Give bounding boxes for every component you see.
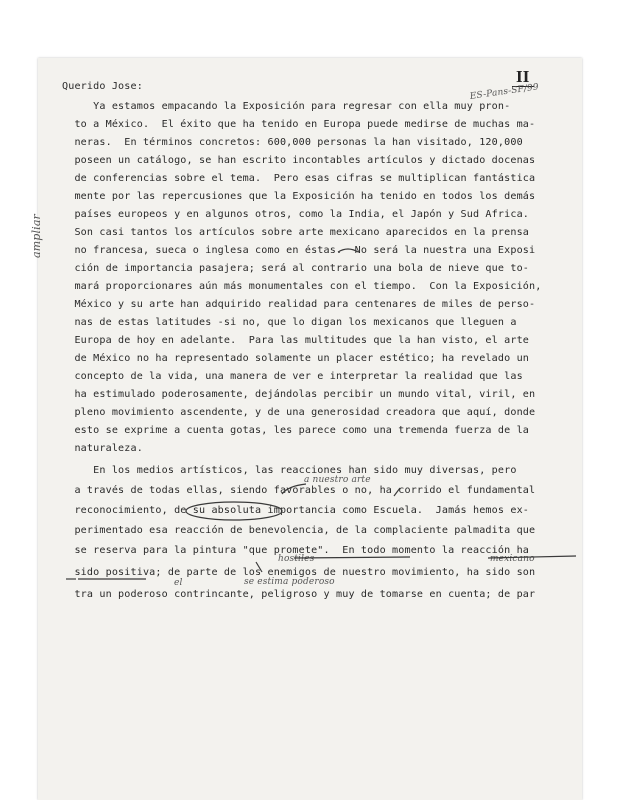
letter-line: poseen un catálogo, se han escrito incontables artículos y dictado docenas — [62, 155, 536, 166]
letter-line: esto se exprime a cuenta gotas, les parece como una tremenda fuerza de la — [62, 425, 530, 436]
letter-line: naturaleza. — [62, 443, 143, 454]
handwritten-insertion: a nuestro arte — [304, 475, 371, 485]
letter-line: pleno movimiento ascendente, y de una generosidad creadora que aquí, donde — [62, 407, 536, 418]
letter-line: no francesa, sueca o inglesa como en éstas. No será la nuestra una Exposi — [62, 245, 536, 256]
letter-line: a través de todas ellas, siendo favorables o no, ha corrido el fundamental — [62, 485, 536, 496]
letter-line: de conferencias sobre el tema. Pero esas cifras se multiplican fantástica — [62, 173, 536, 184]
letter-line: perimentado esa reacción de benevolencia, de la complaciente palmadita que — [62, 525, 536, 536]
typewritten-letter-page — [30, 58, 582, 800]
letter-line: Ya estamos empacando la Exposición para regresar con ella muy pron- — [62, 101, 511, 112]
handwritten-insertion: hostiles — [278, 554, 315, 564]
letter-line: México y su arte han adquirido realidad para centenares de miles de perso- — [62, 299, 536, 310]
handwritten-insertion: el — [174, 578, 183, 588]
letter-line: países europeos y en algunos otros, como la India, el Japón y Sud Africa. — [62, 209, 530, 220]
letter-line: mará proporcionares aún más monumentales con el tiempo. Con la Exposición, — [62, 281, 542, 292]
letter-line: Europa de hoy en adelante. Para las multitudes que la han visto, el arte — [62, 335, 530, 346]
letter-line: ción de importancia pasajera; será al contrario una bola de nieve que to- — [62, 263, 530, 274]
letter-line: tra un poderoso contrincante, peligroso y muy de tomarse en cuenta; de par — [62, 589, 536, 600]
archive-mark: ES-Pans-SF/99 — [469, 82, 540, 102]
letter-line: to a México. El éxito que ha tenido en Europa puede medirse de muchas ma- — [62, 119, 536, 130]
letter-line: Son casi tantos los artículos sobre arte mexicano aparecidos en la prensa — [62, 227, 530, 238]
handwritten-insertion: mexicano — [490, 554, 535, 564]
letter-line: sido positiva; de parte de los enemigos de nuestro movimiento, ha sido son — [62, 567, 536, 578]
page-number: II — [512, 68, 534, 87]
margin-note: ampliar — [30, 214, 43, 258]
salutation: Querido Jose: — [62, 81, 143, 92]
letter-line: ha estimulado poderosamente, dejándolas percibir un mundo vital, viril, en — [62, 389, 536, 400]
letter-line: mente por las repercusiones que la Exposición ha tenido en todos los demás — [62, 191, 536, 202]
letter-line: se reserva para la pintura "que promete". En todo momento la reacción ha — [62, 545, 530, 556]
handwritten-insertion: se estima poderoso — [244, 577, 335, 587]
letter-line: concepto de la vida, una manera de ver e interpretar la realidad que las — [62, 371, 523, 382]
letter-line: neras. En términos concretos: 600,000 personas la han visitado, 120,000 — [62, 137, 523, 148]
letter-line: de México no ha representado solamente un placer estético; ha revelado un — [62, 353, 530, 364]
letter-line: En los medios artísticos, las reacciones han sido muy diversas, pero — [62, 465, 517, 476]
letter-line: nas de estas latitudes -si no, que lo digan los mexicanos que lleguen a — [62, 317, 517, 328]
letter-line: reconocimiento, de su absoluta importancia como Escuela. Jamás hemos ex- — [62, 505, 530, 516]
